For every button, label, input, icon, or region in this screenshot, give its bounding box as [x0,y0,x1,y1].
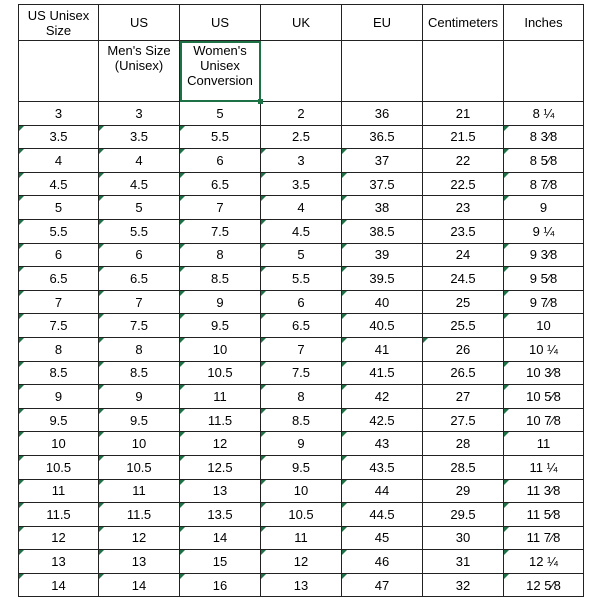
header-cell[interactable] [342,41,423,102]
uk-cell[interactable]: 5.5 [261,267,342,291]
us-mens-cell[interactable]: 10 [99,432,180,456]
inches-cell[interactable]: 12 ¼ [504,550,584,574]
uk-cell[interactable]: 12 [261,550,342,574]
us-womens-cell[interactable]: 9 [180,290,261,314]
inches-cell[interactable]: 10 [504,314,584,338]
table-row [19,479,584,503]
centimeters-cell[interactable]: 21.5 [423,125,504,149]
us-womens-cell[interactable]: 6.5 [180,172,261,196]
us-womens-cell[interactable]: 9.5 [180,314,261,338]
us-mens-cell[interactable]: 9.5 [99,408,180,432]
uk-cell[interactable]: 9 [261,432,342,456]
table-row [19,385,584,409]
table-row [19,455,584,479]
us-unisex-cell[interactable]: 5.5 [19,219,99,243]
centimeters-cell[interactable]: 28.5 [423,455,504,479]
us-unisex-cell[interactable]: 6.5 [19,267,99,291]
header-cell[interactable]: Men's Size (Unisex) [99,41,180,102]
centimeters-cell[interactable]: 22.5 [423,172,504,196]
shoe-size-chart [18,4,584,597]
us-womens-cell[interactable]: 10.5 [180,361,261,385]
table-row [19,125,584,149]
us-unisex-cell[interactable]: 3.5 [19,125,99,149]
uk-cell[interactable]: 10 [261,479,342,503]
centimeters-cell[interactable]: 25.5 [423,314,504,338]
us-mens-cell[interactable]: 11.5 [99,503,180,527]
eu-cell[interactable]: 45 [342,526,423,550]
us-womens-cell[interactable]: 11.5 [180,408,261,432]
header-cell[interactable]: Centimeters [423,5,504,41]
us-mens-cell[interactable]: 10.5 [99,455,180,479]
centimeters-cell[interactable]: 28 [423,432,504,456]
us-womens-cell[interactable]: 7 [180,196,261,220]
header-row-2 [19,41,584,102]
table-row [19,337,584,361]
us-womens-cell[interactable]: 5 [180,102,261,126]
header-cell[interactable]: US [99,5,180,41]
us-womens-cell[interactable]: 13 [180,479,261,503]
eu-cell[interactable]: 46 [342,550,423,574]
table-row [19,573,584,597]
header-cell[interactable]: Inches [504,5,584,41]
us-unisex-cell[interactable]: 9.5 [19,408,99,432]
uk-cell[interactable]: 6 [261,290,342,314]
header-cell[interactable]: US [180,5,261,41]
eu-cell[interactable]: 44.5 [342,503,423,527]
us-mens-cell[interactable]: 6.5 [99,267,180,291]
us-womens-cell[interactable]: 5.5 [180,125,261,149]
eu-cell[interactable]: 38.5 [342,219,423,243]
us-unisex-cell[interactable]: 8.5 [19,361,99,385]
eu-cell[interactable]: 41 [342,337,423,361]
uk-cell[interactable]: 10.5 [261,503,342,527]
table-row [19,290,584,314]
centimeters-cell[interactable]: 31 [423,550,504,574]
uk-cell[interactable]: 4 [261,196,342,220]
uk-cell[interactable]: 7 [261,337,342,361]
us-mens-cell[interactable]: 14 [99,573,180,597]
uk-cell[interactable]: 4.5 [261,219,342,243]
uk-cell[interactable]: 3.5 [261,172,342,196]
uk-cell[interactable]: 11 [261,526,342,550]
centimeters-cell[interactable]: 24 [423,243,504,267]
uk-cell[interactable]: 2.5 [261,125,342,149]
us-unisex-cell[interactable]: 7.5 [19,314,99,338]
eu-cell[interactable]: 43 [342,432,423,456]
us-womens-cell[interactable]: 14 [180,526,261,550]
inches-cell[interactable]: 9 7⁄8 [504,290,584,314]
us-mens-cell[interactable]: 4.5 [99,172,180,196]
us-womens-cell[interactable]: 8 [180,243,261,267]
size-table-body [19,5,584,597]
uk-cell[interactable]: 13 [261,573,342,597]
us-womens-cell[interactable]: 12 [180,432,261,456]
eu-cell[interactable]: 47 [342,573,423,597]
inches-cell[interactable]: 8 7⁄8 [504,172,584,196]
us-unisex-cell[interactable]: 9 [19,385,99,409]
eu-cell[interactable]: 38 [342,196,423,220]
header-cell[interactable] [423,41,504,102]
us-mens-cell[interactable]: 7 [99,290,180,314]
us-unisex-cell[interactable]: 8 [19,337,99,361]
header-cell[interactable] [504,41,584,102]
inches-cell[interactable]: 11 ¼ [504,455,584,479]
us-unisex-cell[interactable]: 10.5 [19,455,99,479]
inches-cell[interactable]: 11 7⁄8 [504,526,584,550]
us-unisex-cell[interactable]: 10 [19,432,99,456]
us-womens-cell[interactable]: 8.5 [180,267,261,291]
centimeters-cell[interactable]: 25 [423,290,504,314]
eu-cell[interactable]: 40.5 [342,314,423,338]
uk-cell[interactable]: 7.5 [261,361,342,385]
us-unisex-cell[interactable]: 12 [19,526,99,550]
inches-cell[interactable]: 8 5⁄8 [504,149,584,173]
us-mens-cell[interactable]: 7.5 [99,314,180,338]
header-cell[interactable] [261,41,342,102]
eu-cell[interactable]: 39.5 [342,267,423,291]
header-cell[interactable]: UK [261,5,342,41]
eu-cell[interactable]: 36 [342,102,423,126]
table-row [19,219,584,243]
selected-header-cell[interactable]: Women's Unisex Conversion [180,41,261,102]
centimeters-cell[interactable]: 22 [423,149,504,173]
centimeters-cell[interactable]: 23 [423,196,504,220]
table-row [19,361,584,385]
eu-cell[interactable]: 42.5 [342,408,423,432]
centimeters-cell[interactable]: 26.5 [423,361,504,385]
table-row [19,196,584,220]
us-womens-cell[interactable]: 10 [180,337,261,361]
us-unisex-cell[interactable]: 6 [19,243,99,267]
header-cell[interactable] [19,41,99,102]
eu-cell[interactable]: 37.5 [342,172,423,196]
table-row [19,526,584,550]
centimeters-cell[interactable]: 27 [423,385,504,409]
header-cell[interactable]: US Unisex Size [19,5,99,41]
us-womens-cell[interactable]: 7.5 [180,219,261,243]
table-row [19,172,584,196]
inches-cell[interactable]: 11 3⁄8 [504,479,584,503]
us-mens-cell[interactable]: 5.5 [99,219,180,243]
inches-cell[interactable]: 12 5⁄8 [504,573,584,597]
inches-cell[interactable]: 11 5⁄8 [504,503,584,527]
centimeters-cell[interactable]: 23.5 [423,219,504,243]
inches-cell[interactable]: 9 ¼ [504,219,584,243]
us-mens-cell[interactable]: 8 [99,337,180,361]
inches-cell[interactable]: 10 3⁄8 [504,361,584,385]
us-womens-cell[interactable]: 16 [180,573,261,597]
us-unisex-cell[interactable]: 11 [19,479,99,503]
centimeters-cell[interactable]: 29.5 [423,503,504,527]
table-row [19,267,584,291]
us-mens-cell[interactable]: 13 [99,550,180,574]
inches-cell[interactable]: 11 [504,432,584,456]
uk-cell[interactable]: 9.5 [261,455,342,479]
us-womens-cell[interactable]: 12.5 [180,455,261,479]
inches-cell[interactable]: 10 7⁄8 [504,408,584,432]
centimeters-cell[interactable]: 26 [423,337,504,361]
inches-cell[interactable]: 9 5⁄8 [504,267,584,291]
centimeters-cell[interactable]: 32 [423,573,504,597]
header-cell[interactable]: EU [342,5,423,41]
table-row [19,243,584,267]
centimeters-cell[interactable]: 30 [423,526,504,550]
uk-cell[interactable]: 8 [261,385,342,409]
centimeters-cell[interactable]: 24.5 [423,267,504,291]
eu-cell[interactable]: 44 [342,479,423,503]
us-unisex-cell[interactable]: 13 [19,550,99,574]
us-womens-cell[interactable]: 15 [180,550,261,574]
eu-cell[interactable]: 42 [342,385,423,409]
uk-cell[interactable]: 6.5 [261,314,342,338]
us-mens-cell[interactable]: 5 [99,196,180,220]
uk-cell[interactable]: 5 [261,243,342,267]
centimeters-cell[interactable]: 29 [423,479,504,503]
table-row [19,102,584,126]
table-row [19,503,584,527]
centimeters-cell[interactable]: 27.5 [423,408,504,432]
us-mens-cell[interactable]: 8.5 [99,361,180,385]
us-unisex-cell[interactable]: 4.5 [19,172,99,196]
eu-cell[interactable]: 41.5 [342,361,423,385]
us-womens-cell[interactable]: 13.5 [180,503,261,527]
us-unisex-cell[interactable]: 4 [19,149,99,173]
us-mens-cell[interactable]: 12 [99,526,180,550]
inches-cell[interactable]: 10 ¼ [504,337,584,361]
us-unisex-cell[interactable]: 3 [19,102,99,126]
us-mens-cell[interactable]: 11 [99,479,180,503]
eu-cell[interactable]: 36.5 [342,125,423,149]
inches-cell[interactable]: 9 [504,196,584,220]
table-row [19,432,584,456]
us-womens-cell[interactable]: 11 [180,385,261,409]
us-mens-cell[interactable]: 4 [99,149,180,173]
uk-cell[interactable]: 2 [261,102,342,126]
table-row [19,408,584,432]
us-mens-cell[interactable]: 3 [99,102,180,126]
us-mens-cell[interactable]: 9 [99,385,180,409]
table-row [19,550,584,574]
us-mens-cell[interactable]: 3.5 [99,125,180,149]
inches-cell[interactable]: 9 3⁄8 [504,243,584,267]
us-unisex-cell[interactable]: 5 [19,196,99,220]
us-unisex-cell[interactable]: 14 [19,573,99,597]
uk-cell[interactable]: 3 [261,149,342,173]
inches-cell[interactable]: 8 ¼ [504,102,584,126]
inches-cell[interactable]: 10 5⁄8 [504,385,584,409]
eu-cell[interactable]: 37 [342,149,423,173]
header-row-1 [19,5,584,41]
us-unisex-cell[interactable]: 7 [19,290,99,314]
us-mens-cell[interactable]: 6 [99,243,180,267]
us-womens-cell[interactable]: 6 [180,149,261,173]
eu-cell[interactable]: 40 [342,290,423,314]
eu-cell[interactable]: 43.5 [342,455,423,479]
inches-cell[interactable]: 8 3⁄8 [504,125,584,149]
table-row [19,149,584,173]
eu-cell[interactable]: 39 [342,243,423,267]
us-unisex-cell[interactable]: 11.5 [19,503,99,527]
centimeters-cell[interactable]: 21 [423,102,504,126]
uk-cell[interactable]: 8.5 [261,408,342,432]
table-row [19,314,584,338]
